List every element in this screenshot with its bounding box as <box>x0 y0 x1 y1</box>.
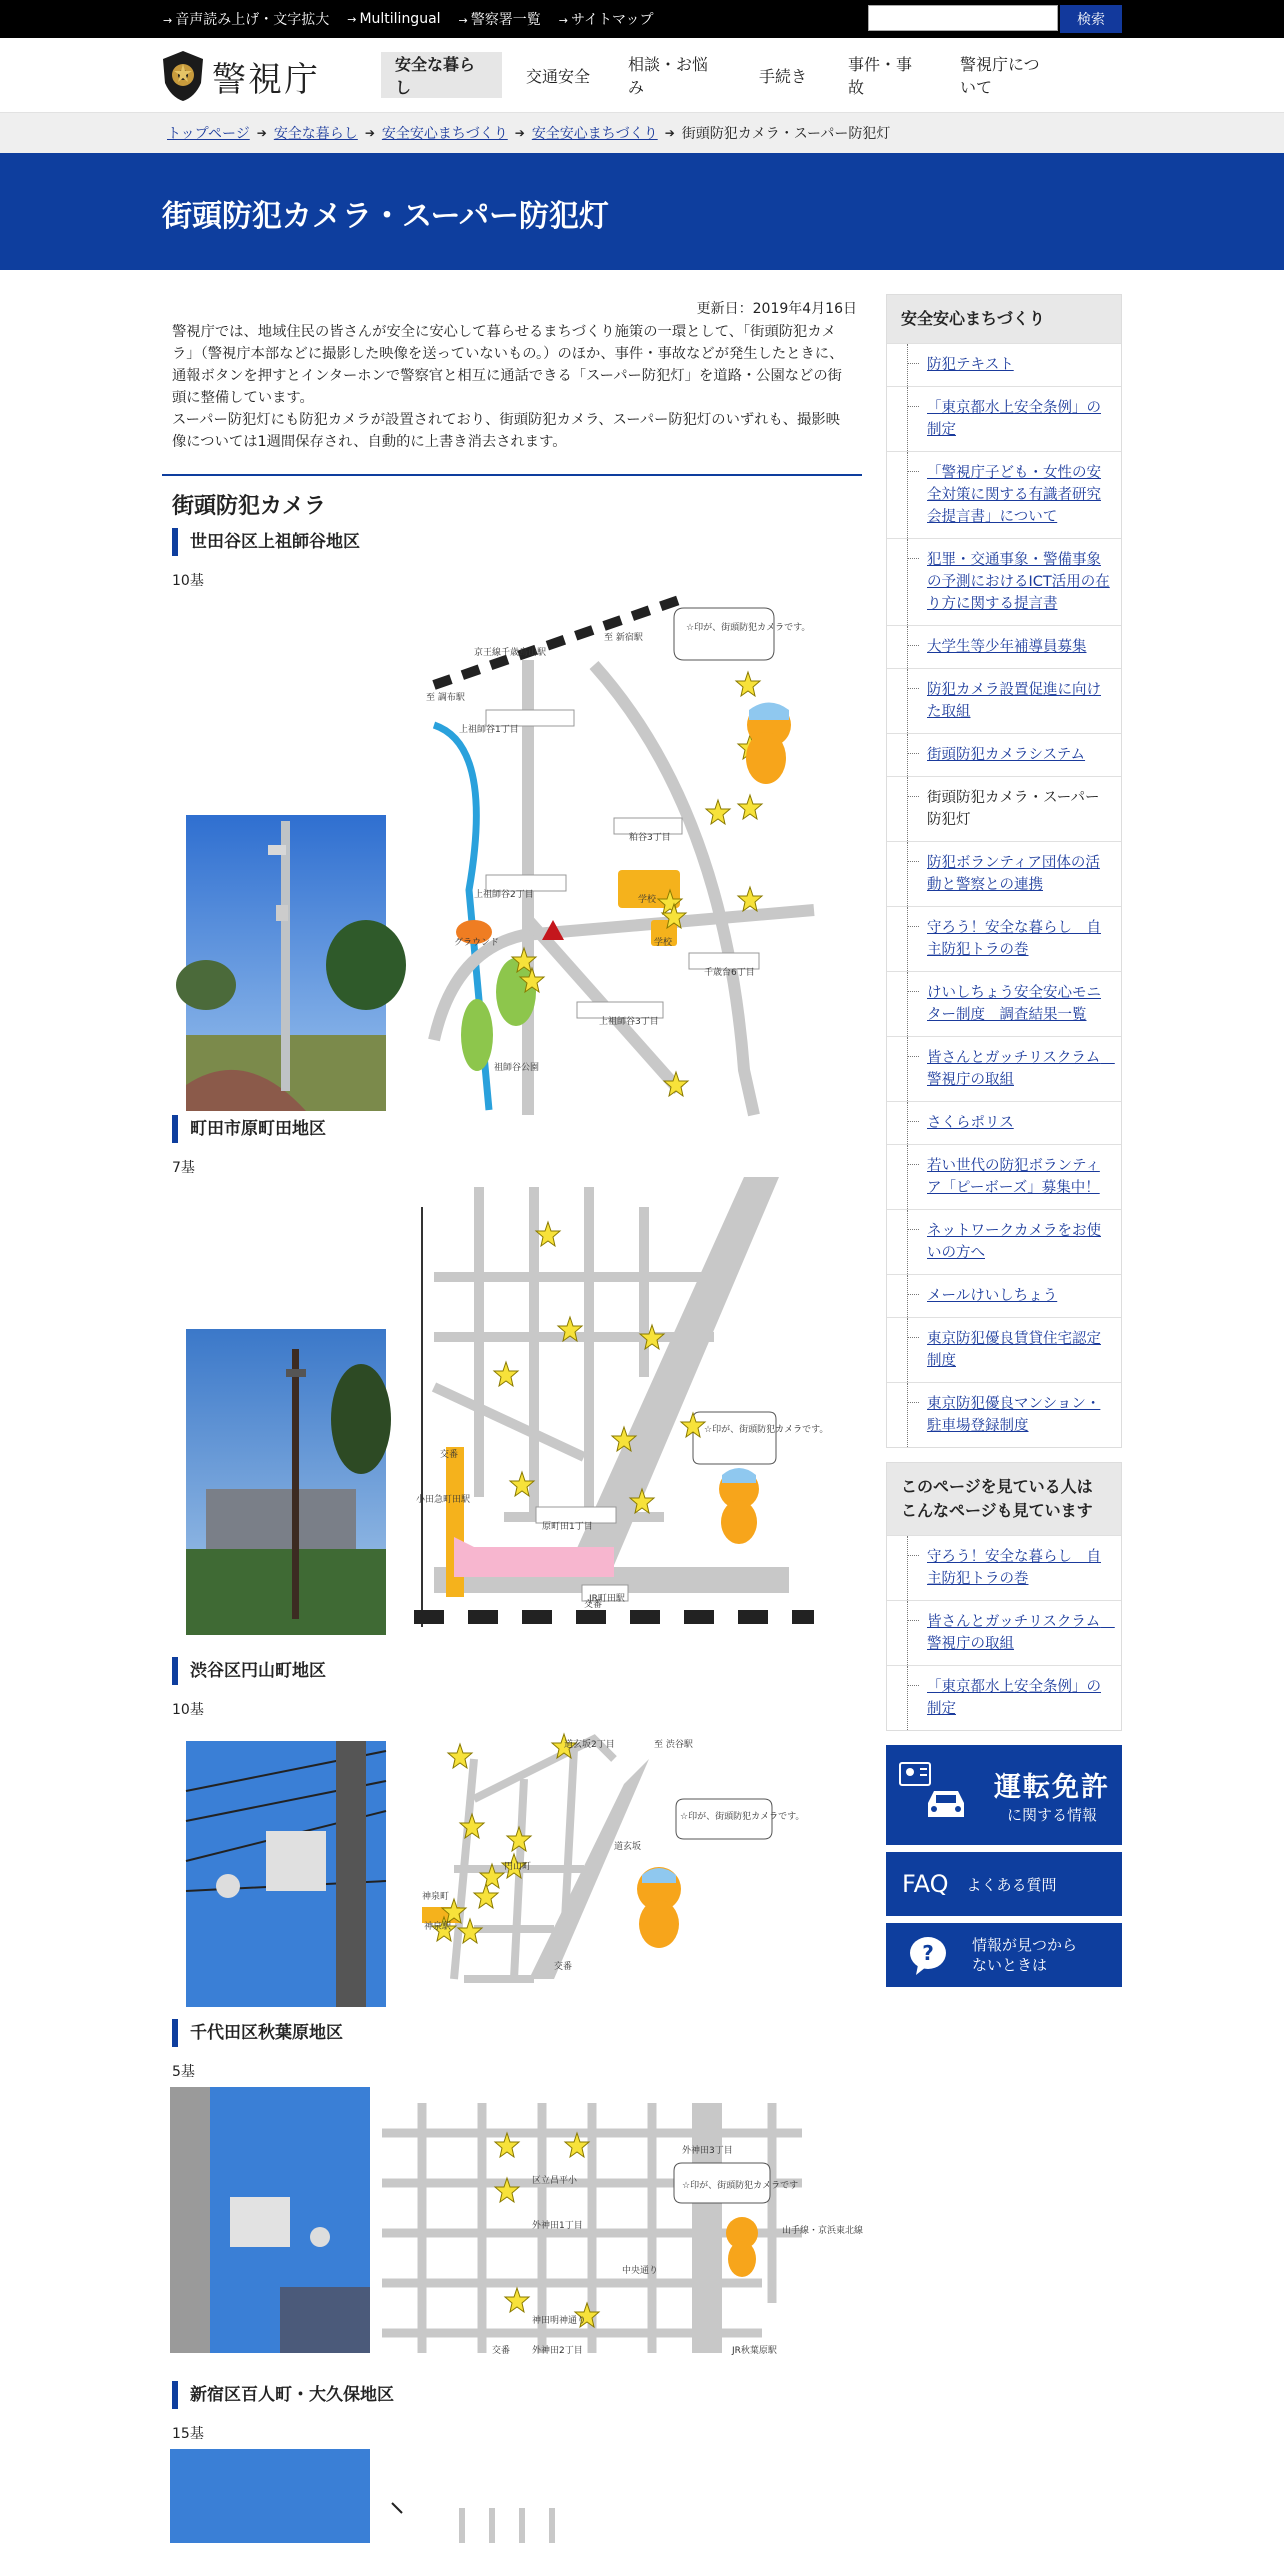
util-link-speech[interactable]: → 音声読み上げ・文字拡大 <box>163 9 329 29</box>
also-viewed-link-ordinance[interactable]: 「東京都水上安全条例」の制定 <box>927 1679 1101 1717</box>
area-images-machida <box>162 1177 862 1657</box>
area-count-shinjuku: 15基 <box>172 2426 204 2442</box>
sidebar-link-tora-no-maki[interactable]: 守ろう！安全な暮らし 自主防犯トラの巻 <box>927 920 1101 958</box>
map-label: 神田明神通り <box>532 2316 587 2326</box>
intro-paragraph-2: スーパー防犯灯にも防犯カメラが設置されており、街頭防犯カメラ、スーパー防犯灯のいずれも、撮影映像については1週間保存され、自動的に上書き消去されます。 <box>172 412 840 450</box>
sidebar-link-camera-promotion[interactable]: 防犯カメラ設置促進に向けた取組 <box>927 682 1101 720</box>
police-emblem-icon <box>160 49 206 103</box>
utility-links <box>163 0 653 38</box>
map-akihabara <box>382 2103 864 2356</box>
site-header <box>0 38 1284 113</box>
util-link-stations[interactable]: → 警察署一覧 <box>459 9 541 29</box>
area-images-shinjuku <box>162 2443 862 2543</box>
area-heading-shibuya: 渋谷区円山町地区 <box>172 1657 862 1685</box>
sidebar <box>886 294 1122 1994</box>
gnav-safe-living[interactable]: 安全な暮らし <box>381 52 502 98</box>
map-label: 祖師谷公園 <box>494 1063 540 1073</box>
sidebar-item <box>887 668 1121 733</box>
gnav-about[interactable]: 警視庁について <box>960 55 1040 97</box>
sidebar-link-rental-housing[interactable]: 東京防犯優良賃貸住宅認定制度 <box>927 1331 1101 1369</box>
sidebar-link-expert-report[interactable]: 「警視庁子ども・女性の安全対策に関する有識者研究会提言書」について <box>927 465 1101 525</box>
section-heading-camera: 街頭防犯カメラ <box>162 474 862 528</box>
camera-photo-shibuya <box>186 1741 386 2007</box>
map-label: 学校 <box>654 938 673 948</box>
map-label: JR町田駅 <box>589 1594 625 1604</box>
also-viewed-link-tora[interactable]: 守ろう！安全な暮らし 自主防犯トラの巻 <box>927 1549 1101 1587</box>
map-machida <box>414 1177 834 1657</box>
sidebar-item <box>887 1382 1121 1447</box>
map-label: ☆印が、街頭防犯カメラです。 <box>704 1425 829 1435</box>
map-label: 外神田1丁目 <box>532 2221 583 2231</box>
sidebar-item <box>887 1317 1121 1382</box>
map-label: ☆印が、街頭防犯カメラです <box>682 2181 799 2191</box>
banner-faq-label: よくある質問 <box>966 1875 1057 1894</box>
sidebar-link-monitor-results[interactable]: けいしちょう安全安心モニター制度 調査結果一覧 <box>927 985 1101 1023</box>
banner-faq[interactable] <box>886 1852 1122 1916</box>
area-images-shibuya <box>162 1719 862 2019</box>
utility-bar <box>0 0 1284 38</box>
map-label: 上祖師谷2丁目 <box>474 890 534 900</box>
map-label: 外神田3丁目 <box>682 2146 733 2156</box>
map-label: 交番 <box>440 1450 459 1460</box>
sidebar-item <box>887 841 1121 906</box>
gnav-traffic[interactable]: 交通安全 <box>525 66 590 86</box>
map-label: 区立昌平小 <box>532 2176 578 2186</box>
map-shibuya <box>414 1719 834 2019</box>
sidebar-also-viewed <box>886 1462 1122 1731</box>
map-label: 原町田1丁目 <box>542 1522 593 1532</box>
sidebar-item <box>887 451 1121 538</box>
map-label: 円山町 <box>504 1862 532 1872</box>
map-label: 神泉町 <box>422 1892 450 1902</box>
question-bubble-icon <box>906 1933 950 1977</box>
gnav-procedures[interactable]: 手続き <box>758 66 807 86</box>
breadcrumb-safety-town-2[interactable]: 安全安心まちづくり <box>531 126 658 142</box>
site-logo[interactable] <box>160 49 320 103</box>
sidebar-item-current: 街頭防犯カメラ・スーパー防犯灯 <box>887 776 1121 841</box>
map-label: 山手線・京浜東北線 <box>782 2226 864 2236</box>
sidebar-link-crime-text[interactable]: 防犯テキスト <box>927 357 1014 373</box>
gnav-incidents[interactable]: 事件・事故 <box>848 55 913 97</box>
map-label: 小田急町田駅 <box>416 1495 471 1505</box>
sidebar-item <box>887 1036 1121 1101</box>
sidebar-item <box>887 971 1121 1036</box>
sidebar-item <box>887 538 1121 625</box>
sidebar-link-network-camera[interactable]: ネットワークカメラをお使いの方へ <box>927 1223 1101 1261</box>
area-count-akihabara: 5基 <box>172 2064 195 2080</box>
sidebar-link-peebos[interactable]: 若い世代の防犯ボランティア「ピーボーズ」募集中！ <box>927 1158 1100 1196</box>
map-label: 至 新宿駅 <box>604 633 643 643</box>
sidebar-link-water-ordinance[interactable]: 「東京都水上安全条例」の制定 <box>927 400 1101 438</box>
area-count-machida: 7基 <box>172 1160 195 1176</box>
intro-paragraph-1: 警視庁では、地域住民の皆さんが安全に安心して暮らせるまちづくり施策の一環として、「街頭防犯カメラ」（警視庁本部などに撮影した映像を送っていないもの。）のほか、事件・事故などが発生したときに、通報ボタンを押すとインターホンで警察官と相互に通話できる「スーパー防犯灯」を道路・公園などの街頭に整備しています。 <box>172 324 844 406</box>
breadcrumb-safety-town-1[interactable]: 安全安心まちづくり <box>381 126 508 142</box>
sidebar-link-sakura-police[interactable]: さくらポリス <box>927 1115 1014 1131</box>
sidebar-item <box>887 906 1121 971</box>
search-input[interactable] <box>868 5 1058 31</box>
faq-icon: FAQ <box>902 1870 949 1898</box>
breadcrumb-safe-living[interactable]: 安全な暮らし <box>273 126 358 142</box>
util-link-multilingual[interactable]: → Multilingual <box>347 11 440 27</box>
map-label: ☆印が、街頭防犯カメラです。 <box>680 1812 805 1822</box>
map-label: 粕谷3丁目 <box>629 833 671 843</box>
site-logo-text: 警視庁 <box>212 59 320 100</box>
map-label: ☆印が、街頭防犯カメラです。 <box>686 623 811 633</box>
sidebar-item <box>887 1209 1121 1274</box>
sidebar-link-scrum[interactable]: 皆さんとガッチリスクラム 警視庁の取組 <box>927 1050 1115 1088</box>
sidebar-item <box>887 1535 1121 1600</box>
page-title-bar <box>0 153 1284 270</box>
sidebar-item <box>887 1101 1121 1144</box>
sidebar-item <box>887 1274 1121 1317</box>
map-label: 至 渋谷駅 <box>654 1740 693 1750</box>
sidebar-related-menu <box>886 294 1122 1448</box>
map-label: グラウンド <box>454 938 500 948</box>
area-images-setagaya <box>162 590 862 1115</box>
map-label: 上祖師谷3丁目 <box>599 1017 659 1027</box>
sidebar-also-viewed-title: このページを見ている人はこんなページも見ています <box>887 1463 1121 1535</box>
breadcrumb-arrow-icon: ➔ <box>256 126 267 140</box>
banner-not-found[interactable] <box>886 1923 1122 1987</box>
map-label: 交番 <box>492 2346 511 2356</box>
sidebar-item <box>887 733 1121 776</box>
page-title: 街頭防犯カメラ・スーパー防犯灯 <box>162 199 609 234</box>
gnav-consultation[interactable]: 相談・お悩み <box>628 55 709 97</box>
svg-text:?: ? <box>922 1941 934 1965</box>
breadcrumb-arrow-icon: ➔ <box>364 126 375 140</box>
map-label: 道玄坂2丁目 <box>564 1740 615 1750</box>
area-count-setagaya: 10基 <box>172 573 204 589</box>
map-label: 至 調布駅 <box>426 693 465 703</box>
site-search <box>868 5 1122 33</box>
sidebar-link-ict-proposal[interactable]: 犯罪・交通事象・警備事象の予測におけるICT活用の在り方に関する提言書 <box>927 552 1110 612</box>
main-content <box>162 290 862 2543</box>
area-heading-machida: 町田市原町田地区 <box>172 1115 862 1143</box>
sidebar-menu-title: 安全安心まちづくり <box>887 295 1121 343</box>
search-button[interactable]: 検索 <box>1060 5 1122 33</box>
map-label: 交番 <box>584 1600 603 1610</box>
camera-pole-photo-machida <box>186 1329 386 1635</box>
map-label: 外神田2丁目 <box>532 2346 583 2356</box>
banner-license-subtitle: に関する情報 <box>1006 1806 1097 1824</box>
also-viewed-link-scrum[interactable]: 皆さんとガッチリスクラム 警視庁の取組 <box>927 1614 1115 1652</box>
area-heading-setagaya: 世田谷区上祖師谷地区 <box>172 528 862 556</box>
banner-not-found-label: 情報が見つからないときは <box>972 1936 1078 1974</box>
sidebar-link-mail-keishicho[interactable]: メールけいしちょう <box>927 1288 1058 1304</box>
camera-pole-photo-setagaya <box>186 815 386 1111</box>
breadcrumb-arrow-icon: ➔ <box>514 126 525 140</box>
sidebar-item <box>887 625 1121 668</box>
camera-photo-akihabara <box>170 2087 370 2353</box>
breadcrumb-top[interactable]: トップページ <box>167 126 250 142</box>
sidebar-item <box>887 1600 1121 1665</box>
sidebar-item <box>887 386 1121 451</box>
breadcrumb-arrow-icon: ➔ <box>664 126 675 140</box>
map-label: 交番 <box>554 1962 573 1972</box>
util-link-sitemap[interactable]: → サイトマップ <box>559 9 654 29</box>
map-label: 千歳台6丁目 <box>704 968 755 978</box>
global-nav <box>381 52 1068 98</box>
map-label: 神泉駅 <box>424 1922 452 1932</box>
map-label: 中央通り <box>622 2266 659 2276</box>
banner-drivers-license[interactable] <box>886 1745 1122 1845</box>
map-label: JR秋葉原駅 <box>732 2346 777 2356</box>
sidebar-link-student-recruit[interactable]: 大学生等少年補導員募集 <box>927 639 1087 655</box>
banner-license-title: 運転免許 <box>994 1772 1110 1803</box>
area-count-shibuya: 10基 <box>172 1702 204 1718</box>
map-label: 学校 <box>638 895 657 905</box>
breadcrumb-current: 街頭防犯カメラ・スーパー防犯灯 <box>681 126 891 142</box>
breadcrumb <box>0 113 1284 153</box>
sidebar-item <box>887 343 1121 386</box>
sidebar-link-volunteer[interactable]: 防犯ボランティア団体の活動と警察との連携 <box>927 855 1100 893</box>
sidebar-link-mansion-parking[interactable]: 東京防犯優良マンション・駐車場登録制度 <box>927 1396 1101 1434</box>
updated-date: 更新日：2019年4月16日 <box>696 301 857 317</box>
sidebar-item <box>887 1665 1121 1730</box>
license-car-icon <box>890 1755 980 1835</box>
map-shinjuku <box>382 2503 842 2543</box>
intro-text <box>162 321 862 453</box>
area-heading-shinjuku: 新宿区百人町・大久保地区 <box>172 2381 862 2409</box>
map-setagaya <box>414 590 834 1115</box>
map-label: 上祖師谷1丁目 <box>459 725 519 735</box>
area-heading-akihabara: 千代田区秋葉原地区 <box>172 2019 862 2047</box>
sidebar-link-camera-system[interactable]: 街頭防犯カメラシステム <box>927 747 1086 763</box>
camera-photo-shinjuku <box>170 2449 370 2543</box>
map-label: 京王線千歳烏山駅 <box>474 648 547 658</box>
area-images-akihabara <box>162 2081 862 2381</box>
sidebar-item <box>887 1144 1121 1209</box>
map-label: 道玄坂 <box>614 1842 642 1852</box>
